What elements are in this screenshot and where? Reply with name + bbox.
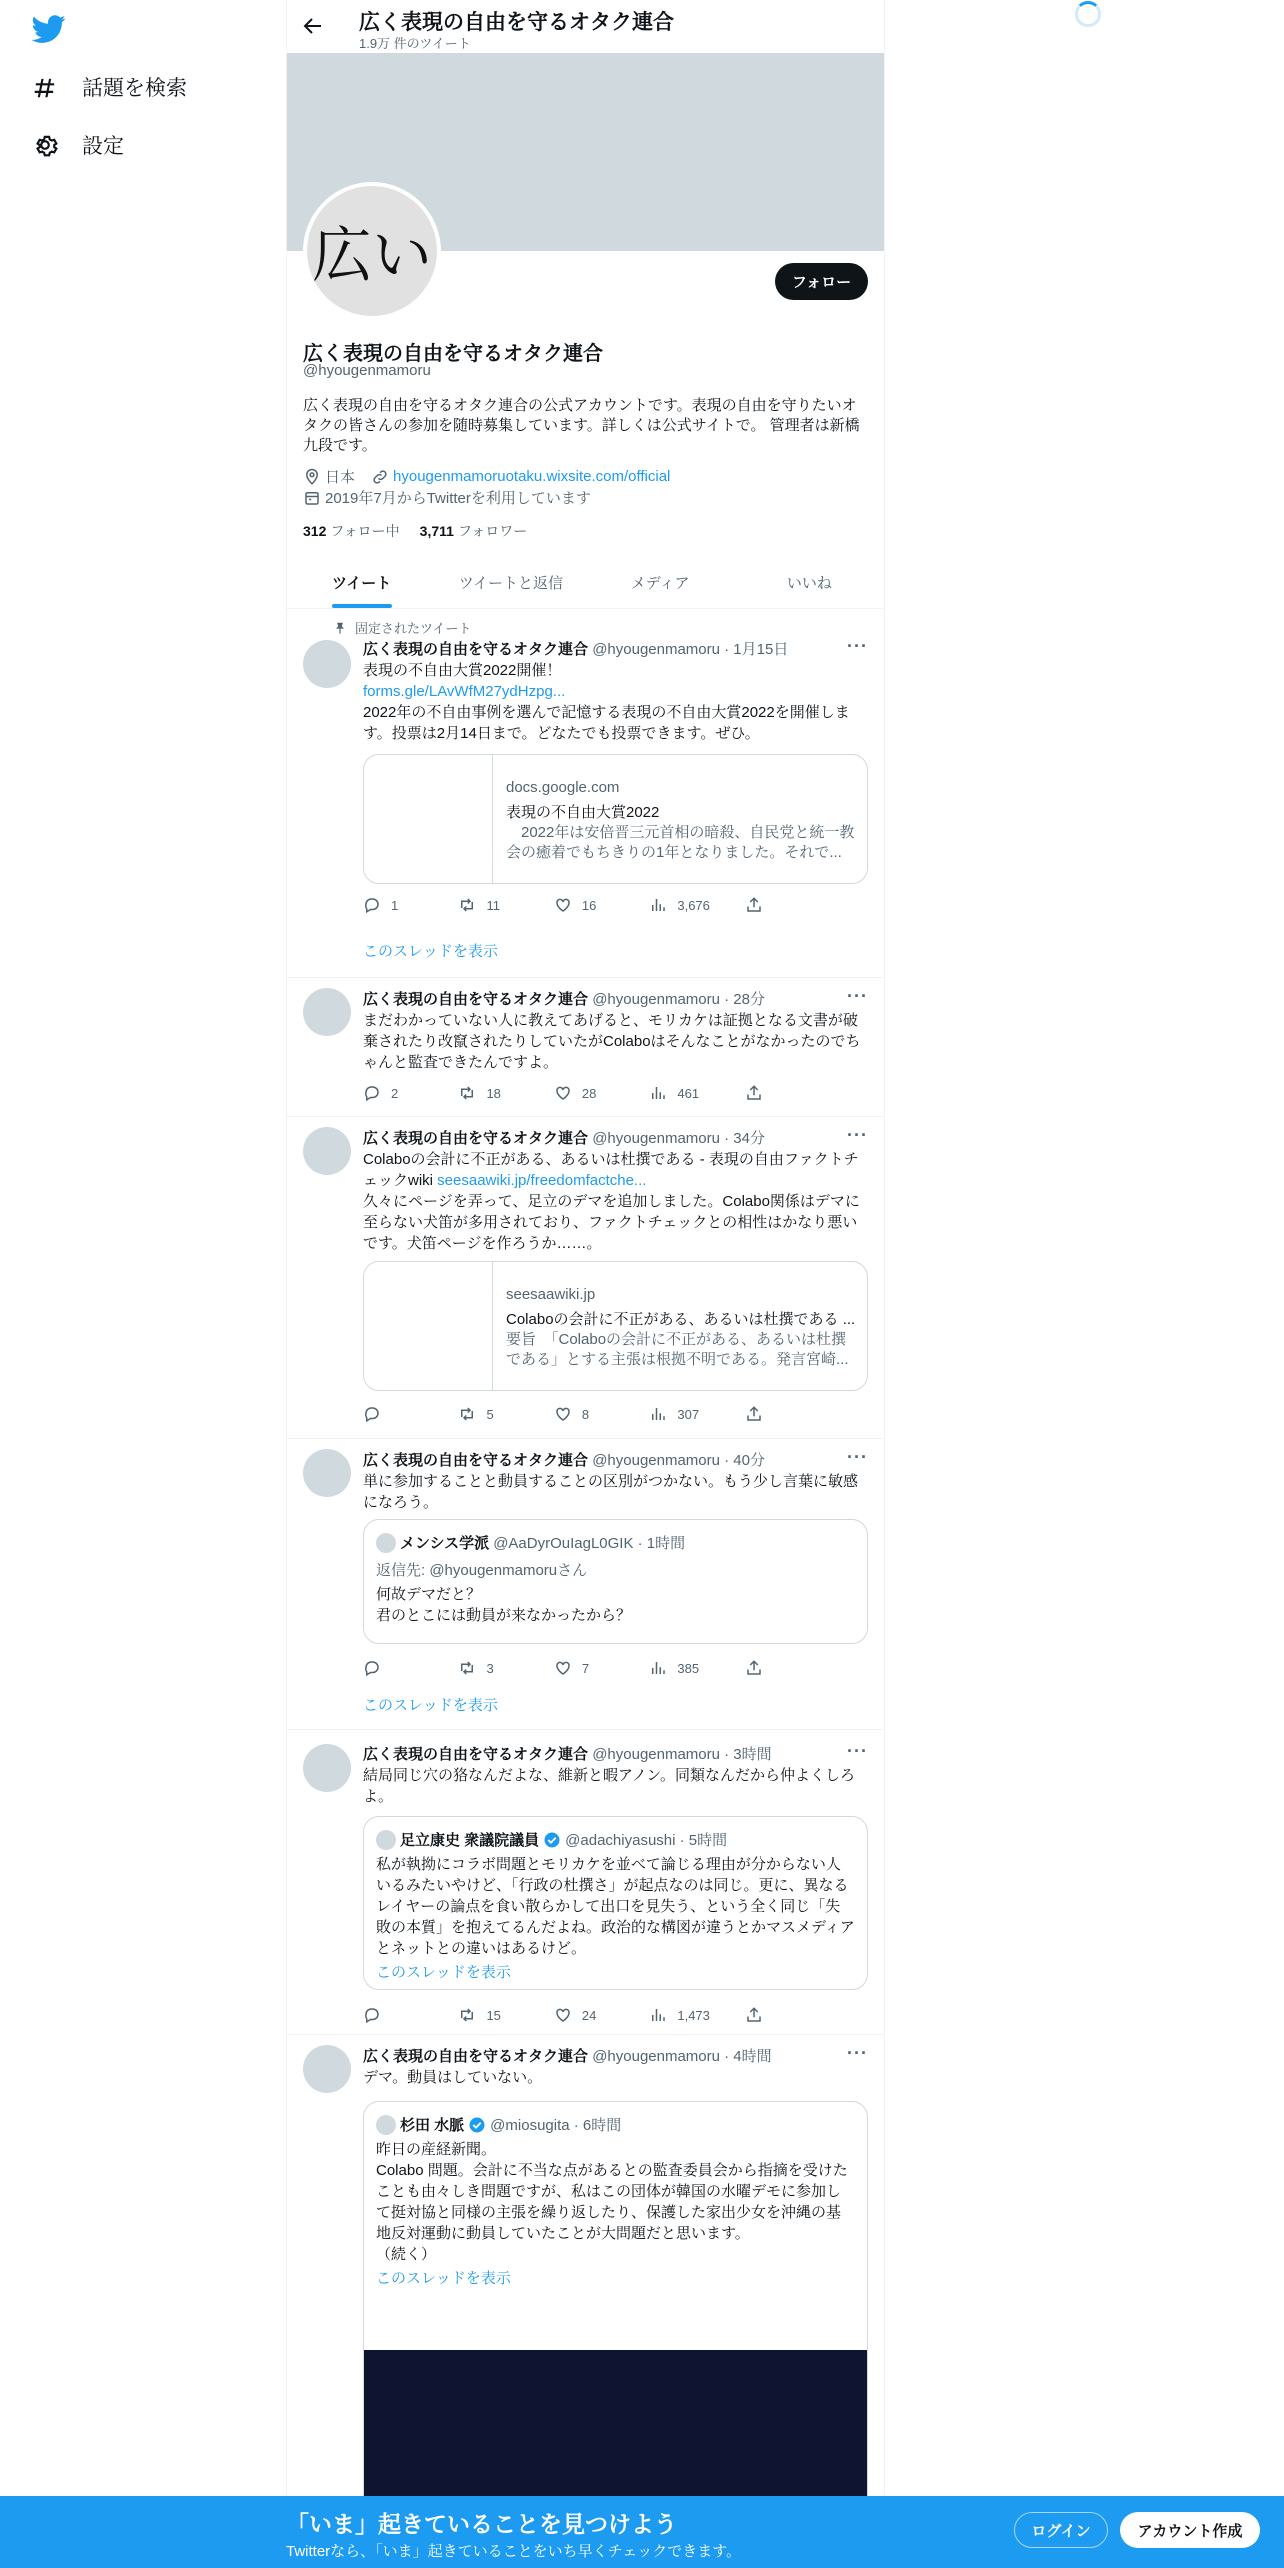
tab-tweets[interactable]: ツイート	[287, 556, 436, 608]
nav-settings-label: 設定	[82, 135, 124, 158]
followers-link[interactable]	[420, 521, 528, 541]
views-button[interactable]	[649, 2006, 744, 2024]
like-count: 24	[581, 2007, 597, 2023]
tweet[interactable]	[287, 2035, 884, 2568]
quote-header	[376, 2114, 855, 2135]
tweet-text-b: 2022年の不自由事例を選んで記憶する表現の不自由大賞2022を開催します。投票は2月14日まで。どなたでも投票できます。ぜひ。	[363, 704, 850, 742]
retweet-count: 3	[486, 1660, 494, 1676]
author-name[interactable]: 広く表現の自由を守るオタク連合	[363, 1746, 589, 1763]
bottom-bar-title: 「いま」起きていることを見つけよう	[286, 2511, 677, 2537]
reply-icon	[363, 1659, 381, 1677]
author-name[interactable]: 広く表現の自由を守るオタク連合	[363, 641, 589, 658]
hashtag-icon	[32, 74, 58, 100]
retweet-count: 18	[486, 1085, 501, 1101]
reply-icon	[363, 2006, 381, 2024]
tweet[interactable]	[287, 1730, 884, 2035]
following-label: フォロー中	[330, 523, 400, 539]
back-arrow-icon[interactable]	[301, 14, 325, 38]
share-button[interactable]	[745, 2006, 783, 2024]
quote-text: 何故デマだと？ 君のとこには動員が来なかったから？	[376, 1586, 632, 1624]
bar-chart-icon	[649, 896, 667, 914]
avatar-text: 広い	[312, 222, 432, 289]
quote-author-meta: @adachiyasushi · 5時間	[565, 1832, 728, 1849]
retweet-icon	[458, 1084, 476, 1102]
avatar[interactable]	[303, 640, 351, 688]
profile-avatar[interactable]	[303, 182, 441, 320]
card-description: 2022年は安倍晋三元首相の暗殺、自民党と統一教会の癒着でもちきりの1年となりました。それで...	[506, 824, 855, 861]
heart-icon	[554, 2006, 572, 2024]
tweet-actions	[363, 1084, 783, 1102]
link-icon	[371, 468, 389, 486]
bar-chart-icon	[649, 1405, 667, 1423]
share-button[interactable]	[745, 1659, 783, 1677]
retweet-button[interactable]	[458, 1405, 553, 1423]
tweet-text-a: Colaboの会計に不正がある、あるいは杜撰である - 表現の自由ファクトチェックwiki	[363, 1151, 859, 1189]
tab-likes[interactable]: いいね	[786, 575, 832, 592]
gear-icon	[32, 132, 58, 158]
quote-avatar	[376, 1533, 396, 1553]
author-meta: @hyougenmamoru · 40分	[592, 1452, 765, 1469]
card-description: 要旨 「Colaboの会計に不正がある、あるいは杜撰である」とする主張は根拠不明である。発言宮崎...	[506, 1331, 849, 1368]
loading-spinner-icon	[1075, 1, 1101, 27]
views-button[interactable]	[649, 896, 744, 914]
tweet-text	[363, 1149, 868, 1254]
tweet-actions	[363, 1405, 783, 1423]
calendar-icon	[303, 489, 321, 507]
view-count: 461	[677, 1085, 700, 1101]
like-count: 28	[581, 1085, 597, 1101]
heart-icon	[554, 1084, 572, 1102]
tweet-text: まだわかっていない人に教えてあげると、モリカケは証拠となる文書が破棄されたり改竄されたりしていたがColaboはそんなことがなかったのでちゃんと監査できたんですよ。	[363, 1012, 861, 1071]
quoted-tweet[interactable]	[363, 1816, 868, 1990]
retweet-icon	[458, 1659, 476, 1677]
profile-meta-row	[303, 466, 670, 487]
profile-joined: 2019年7月からTwitterを利用しています	[325, 490, 591, 507]
profile-website-link[interactable]: hyougenmamoruotaku.wixsite.com/official	[393, 468, 671, 485]
share-button[interactable]	[745, 1084, 783, 1102]
quote-author-name: 杉田 水脈	[400, 2117, 465, 2134]
followers-label: フォロワー	[457, 523, 528, 539]
bottom-bar-subtitle: Twitterなら、「いま」起きていることをいち早くチェックできます。	[286, 2543, 742, 2560]
link-card[interactable]	[363, 1261, 868, 1391]
views-button[interactable]	[649, 1405, 744, 1423]
profile-location: 日本	[325, 469, 356, 486]
profile-name: 広く表現の自由を守るオタク連合	[303, 343, 603, 365]
quoted-tweet[interactable]	[363, 1519, 868, 1644]
more-icon[interactable]: ···	[847, 1741, 868, 1761]
tweet-link[interactable]: forms.gle/LAvWfM27ydHzpg...	[363, 683, 566, 700]
profile-joined-row	[303, 487, 591, 508]
reply-count: 2	[391, 1085, 399, 1101]
pin-icon	[333, 621, 347, 635]
reply-button[interactable]	[363, 1405, 458, 1423]
login-button[interactable]: ログイン	[1014, 2512, 1108, 2548]
author-meta: @hyougenmamoru · 4時間	[592, 2048, 772, 2065]
profile-bio: 広く表現の自由を守るオタク連合の公式アカウントです。表現の自由を守りたいオタクの皆さんの参加を随時募集しています。詳しくは公式サイトで。 管理者は新橋九段です。	[303, 397, 860, 454]
more-icon[interactable]: ···	[847, 986, 868, 1006]
share-icon	[745, 2006, 763, 2024]
link-card[interactable]	[363, 754, 868, 884]
author-name[interactable]: 広く表現の自由を守るオタク連合	[363, 1130, 589, 1147]
card-title: 表現の不自由大賞2022	[506, 804, 660, 821]
quote-author-meta: @AaDyrOuIagL0GIK · 1時間	[493, 1535, 686, 1552]
quote-avatar	[376, 1830, 396, 1850]
author-meta: @hyougenmamoru · 3時間	[592, 1746, 772, 1763]
reply-icon	[363, 1405, 381, 1423]
show-thread-link[interactable]: このスレッドを表示	[363, 943, 498, 960]
author-meta: @hyougenmamoru · 34分	[592, 1130, 765, 1147]
bar-chart-icon	[649, 1659, 667, 1677]
like-count: 8	[581, 1406, 590, 1422]
tweet-text-a: 表現の不自由大賞2022開催！	[363, 662, 562, 679]
author-name[interactable]: 広く表現の自由を守るオタク連合	[363, 991, 589, 1008]
retweet-icon	[458, 896, 476, 914]
quote-header	[376, 1829, 855, 1850]
author-name[interactable]: 広く表現の自由を守るオタク連合	[363, 1452, 589, 1469]
views-button[interactable]	[649, 1084, 744, 1102]
verified-badge-icon	[543, 1831, 561, 1849]
bar-chart-icon	[649, 1084, 667, 1102]
tweet-header	[363, 2045, 772, 2066]
like-button[interactable]	[554, 1084, 649, 1102]
quote-show-thread-link[interactable]: このスレッドを表示	[376, 2270, 511, 2287]
avatar[interactable]	[303, 1127, 351, 1175]
reply-icon	[363, 1084, 381, 1102]
quote-header	[376, 1532, 855, 1553]
tweet[interactable]	[287, 1117, 884, 1439]
card-domain: seesaawiki.jp	[506, 1286, 596, 1303]
tab-media[interactable]: メディア	[630, 575, 690, 592]
main-column	[286, 0, 885, 2568]
signup-button[interactable]: アカウント作成	[1120, 2512, 1260, 2548]
tweet-header	[363, 638, 788, 659]
tweet-header	[363, 1449, 765, 1470]
tweet-text: 結局同じ穴の狢なんだよな、維新と暇アノン。同類なんだから仲よくしろよ。	[363, 1767, 856, 1805]
retweet-button[interactable]	[458, 896, 553, 914]
follow-button[interactable]: フォロー	[775, 263, 868, 300]
signup-bottom-bar	[0, 2496, 1284, 2568]
header-title: 広く表現の自由を守るオタク連合	[359, 11, 674, 34]
tweet-text-b: 久々にページを弄って、足立のデマを追加しました。Colabo関係はデマに至らない犬笛が多用されており、ファクトチェックとの相性はかなり悪いです。犬笛ページを作ろうか……。	[363, 1193, 860, 1252]
quote-text: 昨日の産経新聞。 Colabo 問題。会計に不当な点があるとの監査委員会から指摘を受けたことも由々しき問題ですが、私はこの団体が韓国の水曜デモに参加して挺対協と同様の主張を繰り返したり、保護した家出少女を沖縄の基地反対運動に動員していたことが大問題だと思います。 （続く）	[376, 2141, 848, 2263]
quote-author-name: 足立康史 衆議院議員	[400, 1832, 540, 1849]
quote-reply-to: 返信先: @hyougenmamoruさん	[376, 1562, 588, 1579]
view-count: 385	[677, 1660, 700, 1676]
quote-author-meta: @miosugita · 6時間	[490, 2117, 622, 2134]
avatar[interactable]	[303, 1744, 351, 1792]
tweet-actions	[363, 1659, 783, 1677]
author-name[interactable]: 広く表現の自由を守るオタク連合	[363, 2048, 589, 2065]
quote-avatar	[376, 2115, 396, 2135]
retweet-count: 15	[486, 2007, 501, 2023]
profile-handle: @hyougenmamoru	[303, 362, 431, 379]
like-button[interactable]	[554, 1405, 649, 1423]
retweet-count: 5	[486, 1406, 494, 1422]
profile-header	[287, 0, 884, 53]
reply-icon	[363, 896, 381, 914]
tweet[interactable]	[287, 1439, 884, 1730]
quote-text: 私が執拗にコラボ問題とモリカケを並べて論じる理由が分からない人いるみたいやけど、「行政の杜撰さ」が起点なのは同じ。更に、異なるレイヤーの論点を食い散らかして出口を見失う、という全く同じ「失敗の本質」を抱えてるんだよね。政治的な構図が違うとかマスメディアとネットとの違いはあるけど。	[376, 1856, 855, 1957]
nav-explore[interactable]	[32, 72, 187, 102]
card-thumbnail	[364, 755, 493, 884]
card-title: Colaboの会計に不正がある、あるいは杜撰である ...	[506, 1311, 856, 1328]
tweet[interactable]	[287, 610, 884, 978]
heart-icon	[554, 1659, 572, 1677]
quote-show-thread-link[interactable]: このスレッドを表示	[376, 1964, 511, 1981]
tweet-link[interactable]: seesaawiki.jp/freedomfactche...	[437, 1172, 647, 1189]
share-button[interactable]	[745, 1405, 783, 1423]
reply-button[interactable]	[363, 1659, 458, 1677]
profile-tabs	[287, 556, 884, 609]
tweet-text: デマ。動員はしていない。	[363, 2069, 543, 2086]
like-button[interactable]	[554, 896, 649, 914]
heart-icon	[554, 896, 572, 914]
reply-count: 1	[391, 897, 399, 913]
like-count: 16	[581, 897, 597, 913]
bar-chart-icon	[649, 2006, 667, 2024]
card-domain: docs.google.com	[506, 779, 620, 796]
heart-icon	[554, 1405, 572, 1423]
retweet-button[interactable]	[458, 1659, 553, 1677]
reply-button[interactable]	[363, 1084, 458, 1102]
tweet-text	[363, 660, 868, 744]
like-button[interactable]	[554, 2006, 649, 2024]
tweet-header	[363, 1743, 772, 1764]
avatar[interactable]	[303, 988, 351, 1036]
header-tweet-count: 1.9万 件のツイート	[359, 36, 471, 51]
tweet-actions	[363, 896, 783, 914]
tweet-text: 単に参加することと動員することの区別がつかない。もう少し言葉に敏感になろう。	[363, 1473, 859, 1511]
more-icon[interactable]: ···	[847, 636, 868, 656]
following-count: 312	[303, 523, 327, 539]
quote-author-name: メンシス学派	[400, 1535, 490, 1552]
share-button[interactable]	[745, 896, 783, 914]
avatar[interactable]	[303, 2045, 351, 2093]
retweet-icon	[458, 2006, 476, 2024]
like-button[interactable]	[554, 1659, 649, 1677]
avatar[interactable]	[303, 1449, 351, 1497]
tweet-header	[363, 988, 765, 1009]
retweet-icon	[458, 1405, 476, 1423]
view-count: 307	[677, 1406, 700, 1422]
like-count: 7	[581, 1660, 590, 1676]
more-icon[interactable]: ···	[847, 1125, 868, 1145]
tweet-header	[363, 1127, 765, 1148]
view-count: 3,676	[677, 897, 710, 913]
twitter-logo-icon[interactable]	[32, 12, 66, 46]
author-meta: @hyougenmamoru · 1月15日	[592, 641, 789, 658]
author-meta: @hyougenmamoru · 28分	[592, 991, 765, 1008]
views-button[interactable]	[649, 1659, 744, 1677]
reply-button[interactable]	[363, 2006, 458, 2024]
nav-explore-label: 話題を検索	[82, 77, 187, 100]
tweet[interactable]	[287, 978, 884, 1117]
view-count: 1,473	[677, 2007, 710, 2023]
followers-count: 3,711	[419, 523, 454, 539]
retweet-count: 11	[486, 897, 500, 913]
more-icon[interactable]: ···	[847, 2043, 868, 2063]
pinned-label: 固定されたツイート	[355, 621, 472, 636]
more-icon[interactable]: ···	[847, 1447, 868, 1467]
retweet-button[interactable]	[458, 2006, 553, 2024]
location-pin-icon	[303, 468, 321, 486]
retweet-button[interactable]	[458, 1084, 553, 1102]
pinned-indicator	[333, 618, 471, 637]
reply-button[interactable]	[363, 896, 458, 914]
card-thumbnail	[364, 1262, 493, 1391]
verified-badge-icon	[468, 2116, 486, 2134]
nav-settings[interactable]	[32, 130, 124, 160]
share-icon	[745, 1405, 763, 1423]
share-icon	[745, 896, 763, 914]
tab-tweets-and-replies[interactable]: ツイートと返信	[458, 575, 563, 592]
show-thread-link[interactable]: このスレッドを表示	[363, 1697, 498, 1714]
following-link[interactable]	[303, 521, 400, 541]
share-icon	[745, 1659, 763, 1677]
share-icon	[745, 1084, 763, 1102]
profile-counts	[303, 521, 527, 541]
tweet-actions	[363, 2006, 783, 2024]
